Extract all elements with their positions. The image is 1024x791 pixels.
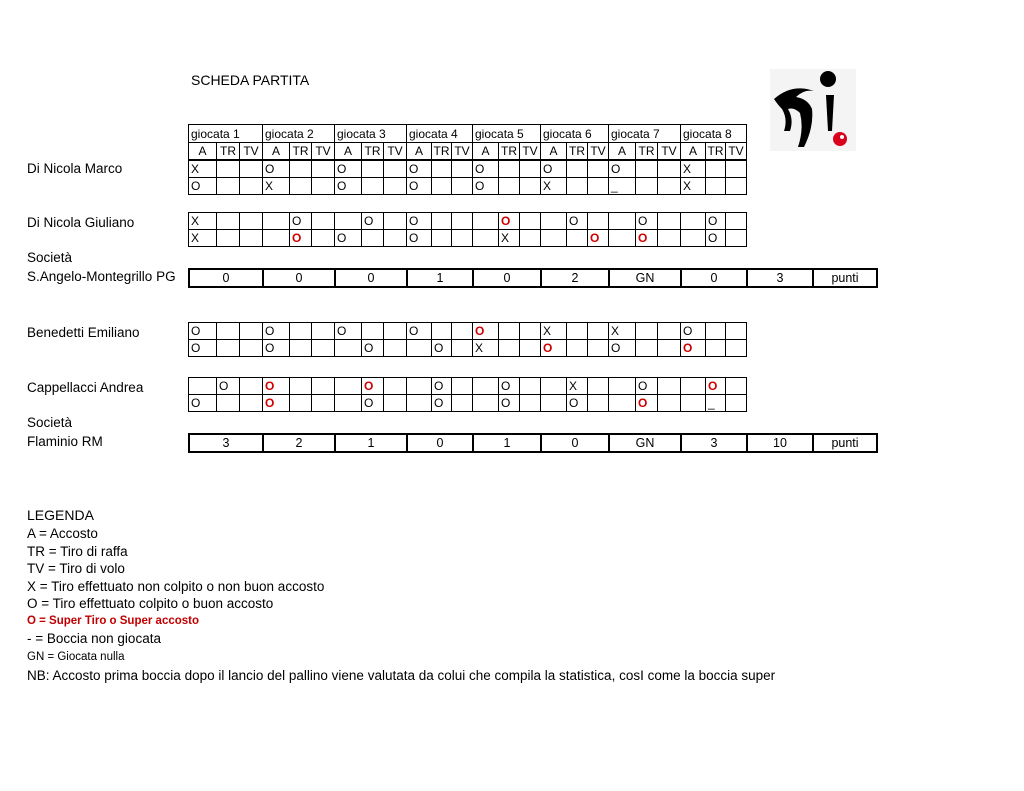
shot-cell [240, 340, 263, 357]
shot-cell [362, 230, 384, 247]
shot-cell [706, 340, 726, 357]
shot-cell: X [609, 323, 636, 340]
shot-cell [217, 178, 240, 195]
giocata-header: giocata 1 [189, 125, 263, 143]
sub-header: A [541, 143, 567, 160]
score-cell: 0 [189, 269, 263, 287]
legend-line-o: O = Tiro effettuato colpito o buon accosto [27, 596, 274, 611]
legend [27, 507, 775, 684]
shot-cell [362, 161, 384, 178]
shot-cell [520, 230, 541, 247]
score-row [188, 268, 878, 288]
shot-cell [541, 230, 567, 247]
shot-cell [658, 378, 681, 395]
shot-cell: O [217, 378, 240, 395]
shot-cell [312, 230, 335, 247]
shot-cell: O [362, 395, 384, 412]
shot-cell [240, 378, 263, 395]
shot-cell: O [335, 178, 362, 195]
shot-cell [384, 178, 407, 195]
shot-cell [384, 340, 407, 357]
shot-cell [452, 395, 473, 412]
shot-cell [658, 230, 681, 247]
shot-cell [567, 340, 588, 357]
sub-header: TR [362, 143, 384, 160]
society-name: Flaminio RM [27, 434, 103, 449]
shot-cell: O [407, 213, 432, 230]
super-shot-cell: O [681, 340, 706, 357]
shot-cell: O [362, 340, 384, 357]
shot-cell [499, 178, 520, 195]
shot-cell [452, 378, 473, 395]
legend-line-gn: GN = Giocata nulla [27, 650, 125, 663]
society-label: Società [27, 415, 73, 430]
shot-cell [432, 230, 452, 247]
shot-cell [609, 213, 636, 230]
shot-cell [217, 340, 240, 357]
shot-cell [541, 378, 567, 395]
shot-cell: O [189, 323, 217, 340]
score-cell: 0 [681, 269, 747, 287]
shot-cell [520, 378, 541, 395]
shot-cell [452, 230, 473, 247]
shot-cell [432, 213, 452, 230]
shot-cell [588, 395, 609, 412]
shot-cell [473, 378, 499, 395]
sub-header: TV [240, 143, 263, 160]
shot-cell: O [636, 378, 658, 395]
shot-cell [681, 230, 706, 247]
shot-cell: X [263, 178, 290, 195]
shot-cell [658, 340, 681, 357]
shot-cell [263, 213, 290, 230]
shot-cell [658, 178, 681, 195]
sub-header: TV [588, 143, 609, 160]
shot-cell [432, 161, 452, 178]
shot-cell [384, 378, 407, 395]
score-cell: 1 [335, 434, 407, 452]
shot-cell [658, 213, 681, 230]
score-cell: 10 [747, 434, 813, 452]
sub-header: A [609, 143, 636, 160]
shot-cell [726, 161, 747, 178]
shot-cell: O [499, 378, 520, 395]
shot-cell: O [263, 340, 290, 357]
legend-line-raffa: TR = Tiro di raffa [27, 543, 128, 559]
score-cell: 3 [189, 434, 263, 452]
sub-header: TV [658, 143, 681, 160]
shot-cell [726, 395, 747, 412]
shot-cell [312, 178, 335, 195]
score-cell: 2 [263, 434, 335, 452]
shot-cell [290, 340, 312, 357]
score-cell: 0 [335, 269, 407, 287]
shot-cell: X [541, 178, 567, 195]
shot-cell: O [335, 230, 362, 247]
shot-cell: O [189, 340, 217, 357]
shot-cell [636, 340, 658, 357]
super-shot-cell: O [263, 395, 290, 412]
player-name: Cappellacci Andrea [27, 380, 144, 395]
legend-line-accosto: A = Accosto [27, 526, 98, 541]
player-grid [188, 377, 747, 412]
shot-cell: O [362, 213, 384, 230]
shot-cell: _ [609, 178, 636, 195]
sub-header: TR [433, 144, 450, 158]
shot-cell [189, 378, 217, 395]
shot-cell: X [189, 161, 217, 178]
shot-cell [362, 178, 384, 195]
giocata-header: giocata 6 [541, 125, 609, 143]
giocate-header [188, 124, 747, 160]
legend-line-nb: NB: Accosto prima boccia dopo il lancio del pallino viene valutata da colui che compila la statistica, cosI come la boccia super [27, 667, 776, 683]
sub-header: A [263, 143, 290, 160]
shot-cell: O [407, 230, 432, 247]
shot-cell [609, 378, 636, 395]
shot-cell: O [473, 178, 499, 195]
shot-cell [432, 323, 452, 340]
shot-cell [726, 230, 747, 247]
shot-cell [335, 340, 362, 357]
super-shot-cell: O [290, 230, 312, 247]
score-cell: 3 [747, 269, 813, 287]
shot-cell: O [407, 178, 432, 195]
points-label: punti [813, 269, 877, 287]
page-title: SCHEDA PARTITA [191, 72, 310, 88]
shot-cell [452, 161, 473, 178]
shot-cell [567, 323, 588, 340]
shot-cell [658, 161, 681, 178]
shot-cell [636, 178, 658, 195]
shot-cell [541, 213, 567, 230]
player-name: Di Nicola Marco [27, 161, 123, 176]
shot-cell [362, 323, 384, 340]
shot-cell: O [263, 161, 290, 178]
giocata-header: giocata 5 [473, 125, 541, 143]
sub-header: TV [452, 143, 473, 160]
shot-cell [726, 213, 747, 230]
giocata-header: giocata 8 [681, 125, 747, 143]
shot-cell [520, 395, 541, 412]
shot-cell [706, 323, 726, 340]
society-label: Società [27, 250, 73, 265]
shot-cell: X [189, 230, 217, 247]
shot-cell [312, 161, 335, 178]
shot-cell [384, 213, 407, 230]
shot-cell: O [541, 161, 567, 178]
super-shot-cell: O [706, 378, 726, 395]
shot-cell: _ [706, 395, 726, 412]
score-cell: GN [609, 269, 681, 287]
shot-cell [452, 323, 473, 340]
score-cell: 1 [473, 434, 541, 452]
player-grid [188, 322, 747, 357]
shot-cell [384, 161, 407, 178]
shot-cell [217, 213, 240, 230]
shot-cell [384, 395, 407, 412]
sub-header: A [189, 143, 217, 160]
shot-cell [499, 161, 520, 178]
score-cell: GN [609, 434, 681, 452]
shot-cell: O [499, 395, 520, 412]
score-row [188, 433, 878, 453]
sub-header: TR [707, 144, 724, 158]
shot-cell [609, 230, 636, 247]
shot-cell: O [263, 323, 290, 340]
shot-cell [658, 395, 681, 412]
super-shot-cell: O [499, 213, 520, 230]
shot-cell [407, 340, 432, 357]
shot-cell: O [290, 213, 312, 230]
shot-cell [240, 395, 263, 412]
shot-cell [407, 378, 432, 395]
shot-cell [452, 213, 473, 230]
shot-cell [609, 395, 636, 412]
super-shot-cell: O [362, 378, 384, 395]
shot-cell [432, 178, 452, 195]
shot-cell [312, 395, 335, 412]
shot-cell [636, 323, 658, 340]
giocata-header: giocata 2 [263, 125, 335, 143]
shot-cell [588, 161, 609, 178]
shot-cell: O [636, 213, 658, 230]
super-shot-cell: O [636, 230, 658, 247]
score-cell: 0 [407, 434, 473, 452]
shot-cell [290, 161, 312, 178]
player-grid [188, 160, 747, 195]
sub-header: TR [567, 143, 588, 160]
shot-cell [588, 178, 609, 195]
shot-cell [384, 230, 407, 247]
shot-cell [240, 323, 263, 340]
shot-cell [335, 395, 362, 412]
shot-cell [407, 395, 432, 412]
shot-cell [588, 340, 609, 357]
super-shot-cell: O [473, 323, 499, 340]
shot-cell [520, 178, 541, 195]
shot-cell [452, 178, 473, 195]
shot-cell: O [189, 178, 217, 195]
score-cell: 0 [263, 269, 335, 287]
shot-cell [473, 213, 499, 230]
shot-cell: O [335, 323, 362, 340]
super-shot-cell: O [588, 230, 609, 247]
shot-cell: X [541, 323, 567, 340]
score-cell: 1 [407, 269, 473, 287]
shot-cell [217, 230, 240, 247]
sub-header: TV [726, 143, 747, 160]
society-name: S.Angelo-Montegrillo PG [27, 269, 176, 284]
shot-cell: O [681, 323, 706, 340]
shot-cell [520, 340, 541, 357]
shot-cell [681, 395, 706, 412]
shot-cell [217, 395, 240, 412]
shot-cell [520, 213, 541, 230]
shot-cell: X [499, 230, 520, 247]
shot-cell [240, 213, 263, 230]
shot-cell [681, 378, 706, 395]
shot-cell [726, 178, 747, 195]
shot-cell [240, 178, 263, 195]
shot-cell: O [706, 213, 726, 230]
shot-cell [706, 178, 726, 195]
shot-cell [499, 340, 520, 357]
shot-cell [290, 178, 312, 195]
legend-line-volo: TV = Tiro di volo [27, 561, 125, 576]
shot-cell: O [609, 161, 636, 178]
shot-cell [636, 161, 658, 178]
sub-header: TR [217, 143, 240, 160]
giocata-header: giocata 7 [609, 125, 681, 143]
legend-line-super: O = Super Tiro o Super accosto [27, 614, 200, 627]
shot-cell [567, 230, 588, 247]
legend-title: LEGENDA [27, 507, 94, 523]
score-cell: 2 [541, 269, 609, 287]
shot-cell [473, 395, 499, 412]
shot-cell [312, 323, 335, 340]
sub-header: TV [384, 143, 407, 160]
score-cell: 0 [541, 434, 609, 452]
player-name: Benedetti Emiliano [27, 325, 140, 340]
giocata-header: giocata 4 [407, 125, 473, 143]
shot-cell [541, 395, 567, 412]
shot-cell [499, 323, 520, 340]
giocata-header: giocata 3 [335, 125, 407, 143]
sub-header: TR [499, 143, 520, 160]
shot-cell [452, 340, 473, 357]
shot-cell [706, 161, 726, 178]
shot-cell: O [189, 395, 217, 412]
shot-cell: O [335, 161, 362, 178]
shot-cell: O [567, 395, 588, 412]
shot-cell [726, 323, 747, 340]
shot-cell [290, 323, 312, 340]
shot-cell: X [473, 340, 499, 357]
shot-cell [567, 161, 588, 178]
shot-cell [290, 395, 312, 412]
shot-cell: O [432, 378, 452, 395]
sub-header: A [681, 143, 706, 160]
score-cell: 0 [473, 269, 541, 287]
shot-cell [335, 213, 362, 230]
shot-cell [217, 161, 240, 178]
shot-cell: X [189, 213, 217, 230]
player-name: Di Nicola Giuliano [27, 215, 135, 230]
shot-cell [520, 323, 541, 340]
shot-cell [588, 378, 609, 395]
sub-header: TR [290, 143, 312, 160]
shot-cell [726, 378, 747, 395]
shot-cell: X [681, 178, 706, 195]
shot-cell [312, 213, 335, 230]
sub-header: TV [520, 143, 541, 160]
player-grid [188, 212, 747, 247]
shot-cell: O [407, 323, 432, 340]
shot-cell [726, 340, 747, 357]
shot-cell [217, 323, 240, 340]
shot-cell [263, 230, 290, 247]
shot-cell [567, 178, 588, 195]
shot-cell: O [432, 395, 452, 412]
shot-cell [658, 323, 681, 340]
shot-cell [240, 230, 263, 247]
shot-cell: O [473, 161, 499, 178]
score-cell: 3 [681, 434, 747, 452]
shot-cell [312, 378, 335, 395]
shot-cell: O [407, 161, 432, 178]
legend-line-x: X = Tiro effettuato non colpito o non buon accosto [27, 578, 325, 594]
shot-cell [681, 213, 706, 230]
shot-cell: O [567, 213, 588, 230]
shot-cell [473, 230, 499, 247]
shot-cell [335, 378, 362, 395]
super-shot-cell: O [263, 378, 290, 395]
shot-cell: X [567, 378, 588, 395]
sub-header: A [407, 143, 432, 160]
shot-cell [312, 340, 335, 357]
shot-cell: O [432, 340, 452, 357]
shot-cell [588, 323, 609, 340]
sub-header: TV [312, 143, 335, 160]
super-shot-cell: O [541, 340, 567, 357]
shot-cell: O [706, 230, 726, 247]
shot-cell [240, 161, 263, 178]
shot-cell [520, 161, 541, 178]
shot-cell [384, 323, 407, 340]
sub-header: A [335, 143, 362, 160]
legend-line-non-giocata: - = Boccia non giocata [27, 631, 161, 646]
shot-cell [290, 378, 312, 395]
bocce-player-logo [770, 69, 856, 151]
sub-header: TR [636, 143, 658, 160]
shot-cell: X [681, 161, 706, 178]
sub-header: A [473, 143, 499, 160]
shot-cell: O [609, 340, 636, 357]
points-label: punti [813, 434, 877, 452]
shot-cell [588, 213, 609, 230]
super-shot-cell: O [636, 395, 658, 412]
